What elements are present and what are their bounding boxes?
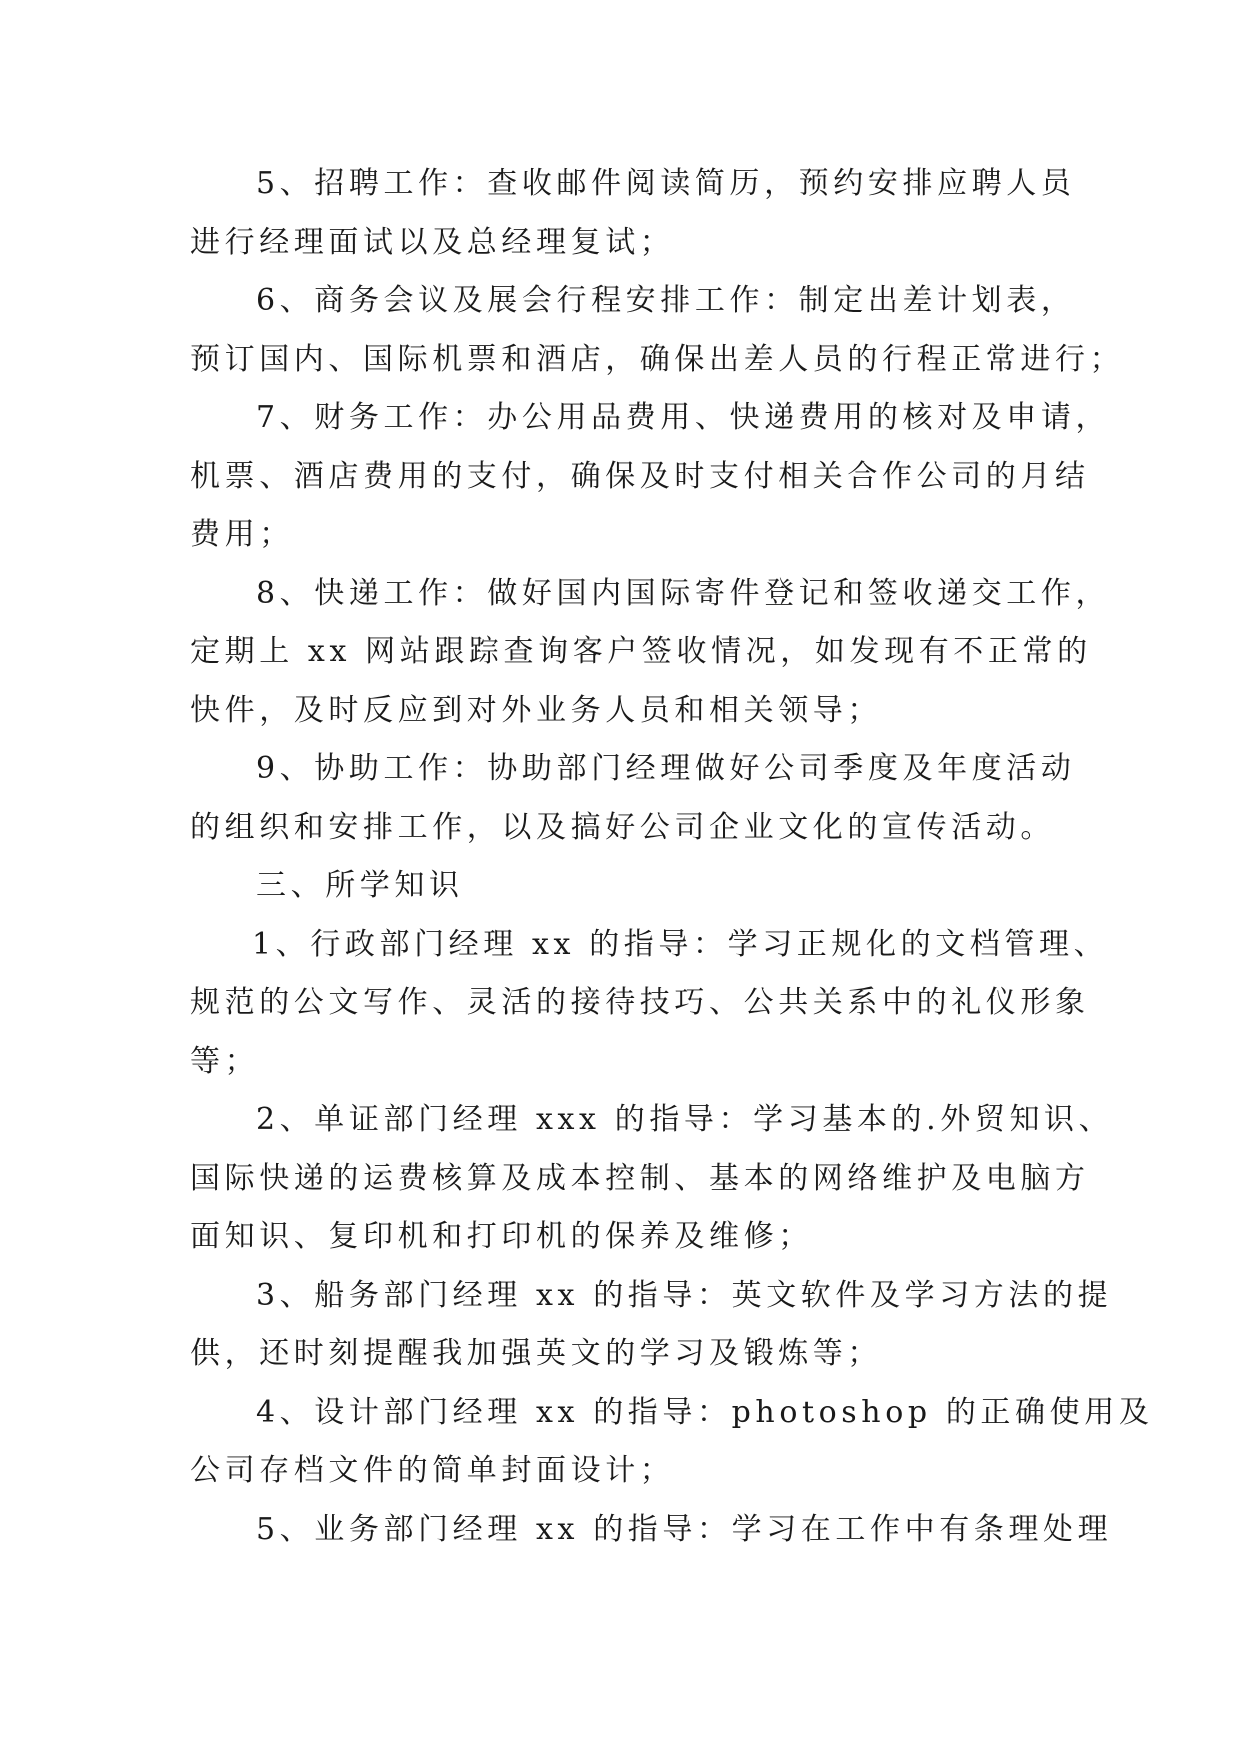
text-line: 机票、酒店费用的支付，确保及时支付相关合作公司的月结	[190, 458, 1090, 494]
text-line: 2、单证部门经理 xxx 的指导：学习基本的.外贸知识、	[256, 1102, 1114, 1137]
text-line: 1、行政部门经理 xx 的指导：学习正规化的文档管理、	[252, 926, 1109, 962]
text-line: 等；	[190, 1043, 260, 1079]
text-line: 快件，及时反应到对外业务人员和相关领导；	[190, 692, 882, 728]
text-line: 国际快递的运费核算及成本控制、基本的网络维护及电脑方	[190, 1160, 1090, 1196]
text-line: 费用；	[190, 517, 294, 552]
text-line: 规范的公文写作、灵活的接待技巧、公共关系中的礼仪形象	[190, 985, 1090, 1020]
text-line: 3、船务部门经理 xx 的指导：英文软件及学习方法的提	[256, 1277, 1113, 1313]
text-line: 5、业务部门经理 xx 的指导：学习在工作中有条理处理	[256, 1511, 1113, 1547]
text-line: 7、财务工作：办公用品费用、快递费用的核对及申请，	[256, 400, 1111, 435]
text-line: 进行经理面试以及总经理复试；	[190, 224, 675, 260]
text-line: 公司存档文件的简单封面设计；	[190, 1453, 675, 1488]
text-line: 定期上 xx 网站跟踪查询客户签收情况，如发现有不正常的	[190, 634, 1092, 669]
text-line: 8、快递工作：做好国内国际寄件登记和签收递交工作，	[256, 575, 1111, 611]
section-heading: 三、所学知识	[256, 868, 464, 903]
text-line: 面知识、复印机和打印机的保养及维修；	[190, 1219, 813, 1254]
text-line: 6、商务会议及展会行程安排工作：制定出差计划表，	[256, 283, 1076, 318]
text-line: 4、设计部门经理 xx 的指导：photoshop 的正确使用及	[256, 1394, 1154, 1430]
text-line: 9、协助工作：协助部门经理做好公司季度及年度活动	[256, 751, 1076, 786]
text-line: 预订国内、国际机票和酒店，确保出差人员的行程正常进行；	[190, 341, 1125, 377]
text-line: 供，还时刻提醒我加强英文的学习及锻炼等；	[190, 1336, 882, 1371]
document-body	[190, 155, 1154, 1559]
text-line: 5、招聘工作：查收邮件阅读简历，预约安排应聘人员	[256, 166, 1076, 201]
text-line: 的组织和安排工作，以及搞好公司企业文化的宣传活动。	[190, 809, 1055, 845]
